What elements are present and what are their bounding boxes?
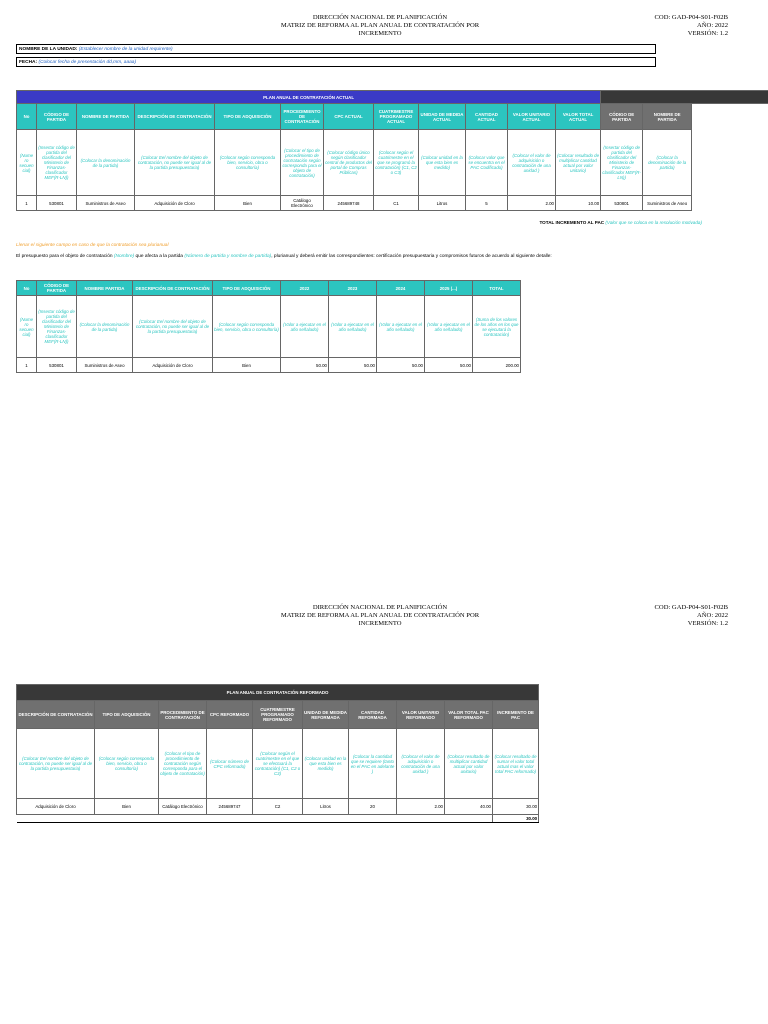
cell-description: Adquisición de Cloro — [133, 358, 213, 373]
th-description: DESCRIPCIÓN DE CONTRATACIÓN — [17, 701, 95, 729]
th-name: NOMBRE DE PARTIDA — [77, 104, 135, 130]
cell-unit: Litros — [419, 196, 466, 211]
th-acquisition-type: TIPO DE ADQUISICIÓN — [213, 281, 281, 296]
hint-cell: (Colocar unidad en la que esta bien es medido) — [303, 729, 349, 799]
cell-code: 530801 — [37, 358, 77, 373]
hint-cell: (Colocar la denominación de la partida) — [77, 130, 135, 196]
cell-total: 200.00 — [473, 358, 521, 373]
cell-unit: Litros — [303, 799, 349, 815]
th-cpc: CPC REFORMADO — [207, 701, 253, 729]
hint-cell: (Colocar la denominación de la partida) — [77, 296, 133, 358]
doc-code: COD: GAD-P04-S01-F02B — [654, 604, 728, 611]
cell-acquisition-type: Bien — [215, 196, 281, 211]
doc-year: AÑO: 2022 — [697, 22, 728, 29]
hint-cell: (Colocar Eel nombre del objeto de contratación, no puede ser igual al de la partida presupuestaria) — [133, 296, 213, 358]
th-procedure: PROCEDIMIENTO DE CONTRATACIÓN — [159, 701, 207, 729]
hint-cell: (Colocar según corresponda bien, servicio, obra o consultoría) — [215, 130, 281, 196]
cell-new-code: 530801 — [601, 196, 643, 211]
date-label: FECHA: — [19, 60, 38, 65]
cell-description: Adquisición de Cloro — [135, 196, 215, 211]
cell-acquisition-type: Bien — [213, 358, 281, 373]
th-code: CÓDIGO DE PARTIDA — [37, 281, 77, 296]
th-unit-value: VALOR UNITARIO REFORMADO — [397, 701, 445, 729]
hint-cell: (Colocar el valor de adquisición o contratación de una unidad ) — [397, 729, 445, 799]
cell-quantity: 5 — [466, 196, 508, 211]
doc-version: VERSIÓN: 1.2 — [687, 30, 728, 37]
title-line-1: DIRECCIÓN NACIONAL DE PLANIFICACIÓN — [312, 14, 448, 21]
hint-cell: (Colocar el valor de adquisición o contratación de una unidad ) — [508, 130, 556, 196]
th-no: No — [17, 281, 37, 296]
hint-cell: (Colocar Eel nombre del objeto de contratación, no puede ser igual al de la partida presupuestaria) — [135, 130, 215, 196]
cell-no: 1 — [17, 358, 37, 373]
doc-version: VERSIÓN: 1.2 — [687, 620, 728, 627]
th-acquisition-type: TIPO DE ADQUISICIÓN — [215, 104, 281, 130]
th-quarter: CUATRIMESTRE PROGRAMADO ACTUAL — [374, 104, 419, 130]
current-pac-table — [16, 90, 768, 211]
budget-paragraph — [16, 254, 576, 260]
th-code: CÓDIGO DE PARTIDA — [37, 104, 77, 130]
th-total: TOTAL — [473, 281, 521, 296]
doc-code-block-2 — [600, 604, 728, 628]
hint-cell: (Valor a ejecutar en el año señalado) — [377, 296, 425, 358]
title-line-2: MATRIZ DE REFORMA AL PLAN ANUAL DE CONTRATACIÓN POR — [280, 22, 480, 29]
table-row — [17, 799, 539, 815]
hint-cell: (Insertar código de partida del clasificador del Ministerio de Finanzas- clasificador MEF(R-LN)) — [601, 130, 643, 196]
unit-label: NOMBRE DE LA UNIDAD: — [19, 47, 78, 52]
hint-cell: (Colocar código único según clasificador central de productos del portal de Compras Públicas) — [324, 130, 374, 196]
th-year-2022: 2022 — [281, 281, 329, 296]
th-total-value: VALOR TOTAL PAC REFORMADO — [445, 701, 493, 729]
unit-hint: (Establecer nombre de la unidad requirente) — [78, 47, 173, 52]
doc-code-block — [600, 14, 728, 38]
reformed-pac-table — [16, 684, 539, 823]
title-line-3: INCREMENTO — [358, 620, 402, 627]
th-increment: INCREMENTO DE PAC — [493, 701, 539, 729]
date-field[interactable] — [16, 57, 656, 67]
th-procedure: PROCEDIMIENTO DE CONTRATACIÓN — [281, 104, 324, 130]
hint-cell: (Colocar el tipo de procedimiento de contratación según corresponda para el objeto de contratación) — [159, 729, 207, 799]
th-year-2023: 2023 — [329, 281, 377, 296]
hint-cell: (Colocar resultado de multiplicar cantidad actual por valor unitario) — [445, 729, 493, 799]
th-year-2025: 2025 (...) — [425, 281, 473, 296]
total-increment — [440, 220, 702, 226]
th-year-2024: 2024 — [377, 281, 425, 296]
hint-cell: (Colocar según corresponda bien, servicio, obra o consultoría) — [213, 296, 281, 358]
hint-cell: (Colocar según el cuatrimestre en el que se efectuará la contratación) (C1, C2 o C3) — [253, 729, 303, 799]
doc-code: COD: GAD-P04-S01-F02B — [654, 14, 728, 21]
unit-field[interactable] — [16, 44, 656, 54]
multiyear-note: Llenar el siguiente campo en caso de que la contratación sea plurianual — [16, 243, 169, 248]
hint-cell: (Colocar la cantidad que se requiere (tanto en el PAC en adelante ) — [349, 729, 397, 799]
budget-hint-1: (Nombre) — [113, 254, 135, 259]
cell-code: 530801 — [37, 196, 77, 211]
cell-cpc: 245689748 — [324, 196, 374, 211]
th-unit-value: VALOR UNITARIO ACTUAL — [508, 104, 556, 130]
budget-text-1: El presupuesto para el objeto de contratación — [16, 254, 113, 259]
hint-cell: (Colocar según el cuatrimestre en el que se programó la contratación) (C1, C2 o C3) — [374, 130, 419, 196]
doc-title — [240, 14, 520, 38]
cell-description: Adquisición de Cloro — [17, 799, 95, 815]
cell-increment: 30.00 — [493, 799, 539, 815]
th-quantity: CANTIDAD ACTUAL — [466, 104, 508, 130]
th-unit: UNIDAD DE MEDIDA ACTUAL — [419, 104, 466, 130]
hint-cell: (Colocar número de CPC reformado) — [207, 729, 253, 799]
th-name: NOMBRE PARTIDA — [77, 281, 133, 296]
cell-name: Suministros de Aseo — [77, 358, 133, 373]
hint-cell: (Valor a ejecutar en el año señalado) — [281, 296, 329, 358]
cell-total-value: 40.00 — [445, 799, 493, 815]
hint-cell: (Colocar el tipo de procedimiento de contratación según corresponda para el objeto de contratación) — [281, 130, 324, 196]
hint-cell: (Colocar unidad en la que esta bien es medido) — [419, 130, 466, 196]
hint-cell: (Nume ro secuen cial) — [17, 130, 37, 196]
reformed-pac-band: PLAN ANUAL DE CONTRATACIÓN REFORMADO — [17, 685, 539, 701]
th-unit: UNIDAD DE MEDIDA REFORMADA — [303, 701, 349, 729]
th-quarter: CUATRIMESTRE PROGRAMADO REFORMADO — [253, 701, 303, 729]
cell-quarter: C1 — [374, 196, 419, 211]
hint-cell: (Colocar Eel nombre del objeto de contratación, no puede ser igual al de la partida presupuestaria) — [17, 729, 95, 799]
cell-2024: 50.00 — [377, 358, 425, 373]
hint-cell: (Nume ro secuen cial) — [17, 296, 37, 358]
cell-2025: 50.00 — [425, 358, 473, 373]
cell-procedure: Catálogo Electrónico — [281, 196, 324, 211]
cell-no: 1 — [17, 196, 37, 211]
th-cpc: CPC ACTUAL — [324, 104, 374, 130]
title-line-2: MATRIZ DE REFORMA AL PLAN ANUAL DE CONTRATACIÓN POR — [280, 612, 480, 619]
date-hint: (Colocar fecha de presentación dd,mm, aaaa) — [38, 60, 137, 65]
th-description: DESCRIPCIÓN DE CONTRATACIÓN — [135, 104, 215, 130]
th-total-value: VALOR TOTAL ACTUAL — [556, 104, 601, 130]
cell-total-value: 10.00 — [556, 196, 601, 211]
th-new-code: CÓDIGO DE PARTIDA — [601, 104, 643, 130]
cell-cpc: 245689747 — [207, 799, 253, 815]
cell-name: Suministros de Aseo — [77, 196, 135, 211]
cell-acquisition-type: Bien — [95, 799, 159, 815]
hint-cell: (Suma de los valores de los años en los que se ejecutará la contratación) — [473, 296, 521, 358]
current-pac-band: PLAN ANUAL DE CONTRATACIÓN ACTUAL — [17, 91, 601, 104]
cell-procedure: Catálogo Electrónico — [159, 799, 207, 815]
hint-cell: (Colocar según corresponda bien, servicio, obra o consultoría) — [95, 729, 159, 799]
budget-text-3: , plurianual y deberá emitir las correspondientes: certificación presupuestaria y compromisos futuros de acuerdo al siguiente detalle: — [271, 254, 552, 259]
cell-unit-value: 2.00 — [508, 196, 556, 211]
hint-cell: (Insertar código de partida del clasificador del Ministerio de Finanzas- clasificador MEF(R-LN)) — [37, 296, 77, 358]
budget-hint-2: (Número de partida y nombre de partida) — [184, 254, 272, 259]
hint-cell: (Colocar resultado de multiplicar cantidad actual por valor unitario) — [556, 130, 601, 196]
hint-cell: (Colocar resultado de sumar el valor total actual mas el valor total PAC reformado) — [493, 729, 539, 799]
table-row — [17, 358, 521, 373]
doc-year: AÑO: 2022 — [697, 612, 728, 619]
cell-quantity: 20 — [349, 799, 397, 815]
cell-quarter: C2 — [253, 799, 303, 815]
cell-2023: 50.00 — [329, 358, 377, 373]
budget-text-2: que afecta a la partida — [135, 254, 183, 259]
hint-cell: (Colocar valor que se encuentra en el PAC Codificado) — [466, 130, 508, 196]
reformed-total: 30.00 — [493, 815, 539, 823]
title-line-1: DIRECCIÓN NACIONAL DE PLANIFICACIÓN — [312, 604, 448, 611]
current-pac-band-right — [601, 91, 768, 104]
table-row — [17, 196, 768, 211]
hint-cell: (Valor a ejecutar en el año señalado) — [329, 296, 377, 358]
th-acquisition-type: TIPO DE ADQUISICIÓN — [95, 701, 159, 729]
doc-title-2 — [240, 604, 520, 628]
cell-2022: 50.00 — [281, 358, 329, 373]
th-no: No — [17, 104, 37, 130]
th-new-name: NOMBRE DE PARTIDA — [643, 104, 692, 130]
th-description: DESCRIPCIÓN DE CONTRATACIÓN — [133, 281, 213, 296]
cell-new-name: Suministros de Aseo — [643, 196, 692, 211]
cell-unit-value: 2.00 — [397, 799, 445, 815]
hint-cell: (Insertar código de partida del clasificador del Ministerio de Finanzas- clasificador MEF(R-LN)) — [37, 130, 77, 196]
hint-cell: (Colocar la denominación de la partida) — [643, 130, 692, 196]
total-increment-label: TOTAL INCREMENTO AL PAC — [539, 220, 605, 225]
total-increment-hint: (Valor que se coloca en la resolución motivada) — [605, 220, 702, 225]
th-quantity: CANTIDAD REFORMADA — [349, 701, 397, 729]
hint-cell: (Valor a ejecutar en el año señalado) — [425, 296, 473, 358]
title-line-3: INCREMENTO — [358, 30, 402, 37]
multiyear-table — [16, 280, 521, 373]
